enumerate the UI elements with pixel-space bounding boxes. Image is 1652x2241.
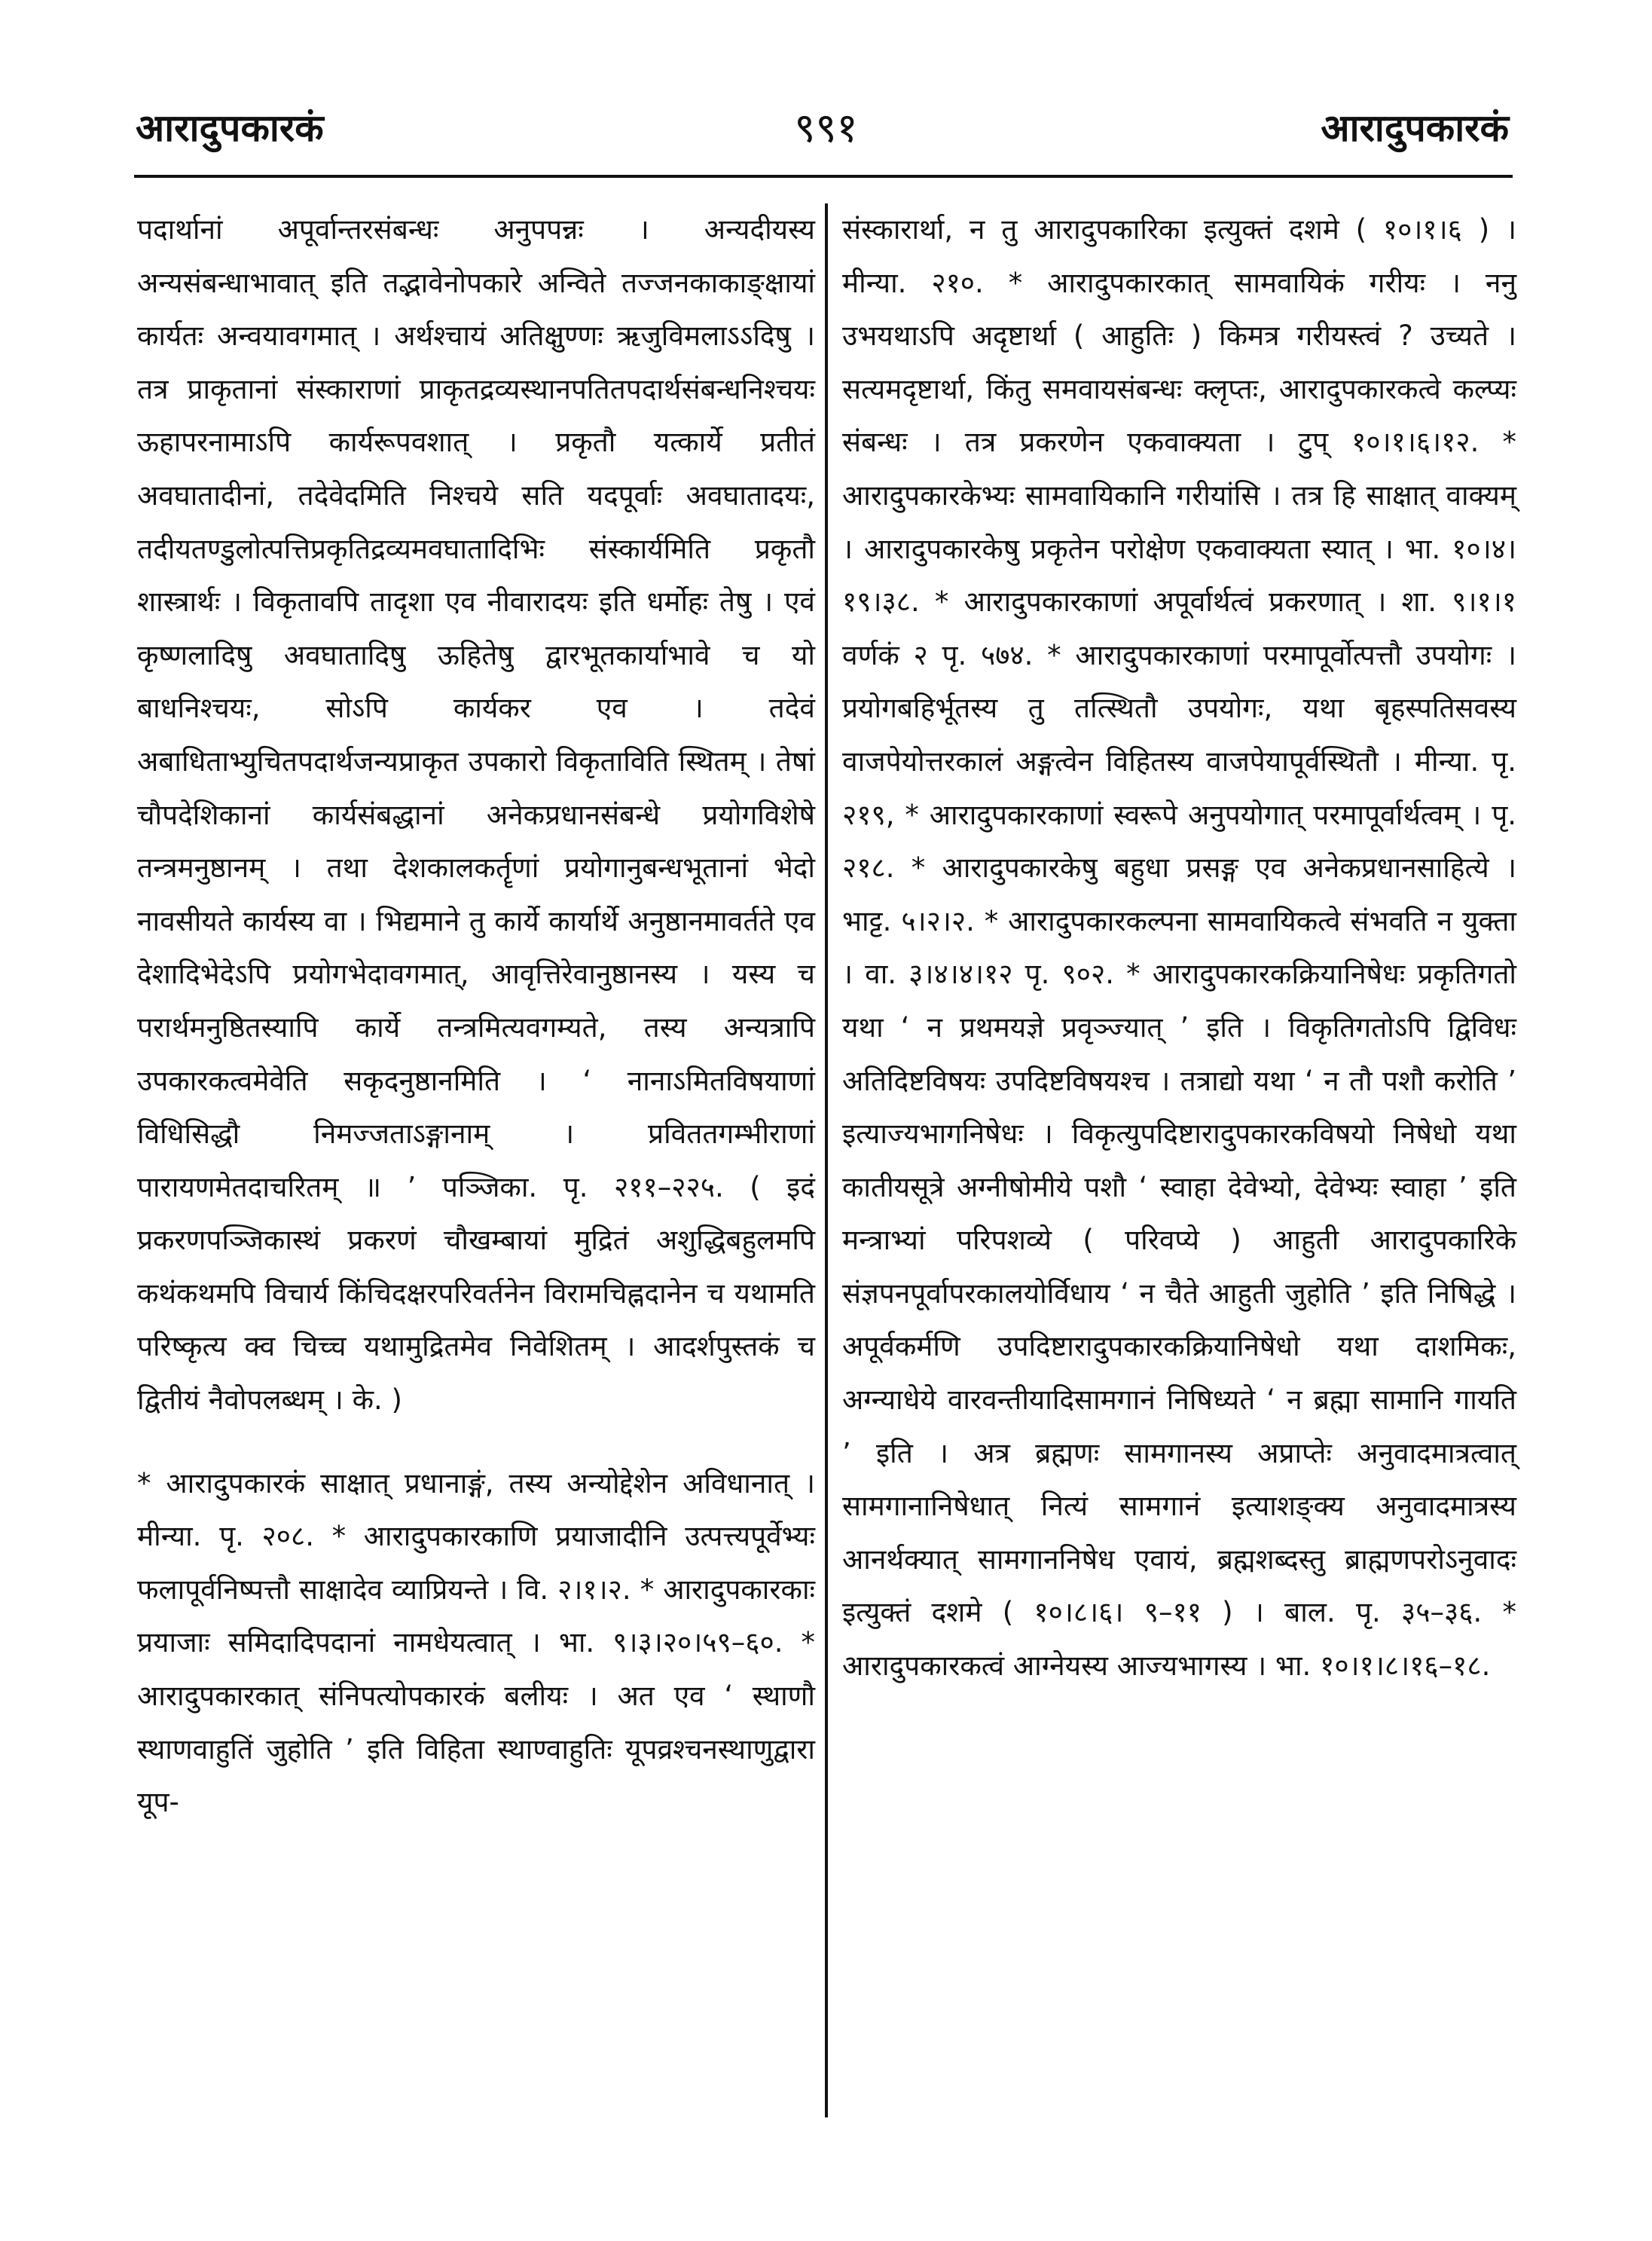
right-column [842, 203, 1516, 1693]
left-running-head: आरादुपकारकं [136, 106, 324, 150]
right-running-head: आरादुपकारकं [1321, 106, 1509, 150]
header-rule [134, 175, 1513, 178]
column-divider [825, 203, 828, 2117]
right-paragraph-1: संस्कारार्था, न तु आरादुपकारिका इत्युक्तं दशमे ( १०।१।६ ) । मीन्या. २१०. * आरादुपकारकात् सामवायिकं गरीयः । ननु उभयथाऽपि अदृष्टार्था ( आहुतिः ) किमत्र गरीयस्त्वं ? उच्यते । सत्यमदृष्टार्था, किंतु समवायसंबन्धः क्लृप्तः, आरादुपकारकत्वे कल्प्यः संबन्धः । तत्र प्रकरणेन एकवाक्यता । टुप् १०।१।६।१२. * आरादुपकारकेभ्यः सामवायिकानि गरीयांसि । तत्र हि साक्षात् वाक्यम् । आरादुपकारकेषु प्रकृतेन परोक्षेण एकवाक्यता स्यात् । भा. १०।४।१९।३८. * आरादुपकारकाणां अपूर्वार्थत्वं प्रकरणात् । शा. ९।१।१ वर्णकं २ पृ. ५७४. * आरादुपकारकाणां परमापूर्वोत्पत्तौ उपयोगः । प्रयोगबहिर्भूतस्य तु तत्स्थितौ उपयोगः, यथा बृहस्पतिसवस्य वाजपेयोत्तरकालं अङ्गत्वेन विहितस्य वाजपेयापूर्वस्थितौ । मीन्या. पृ. २१९, * आरादुपकारकाणां स्वरूपे अनुपयोगात् परमापूर्वार्थत्वम् । पृ. २१८. * आरादुपकारकेषु बहुधा प्रसङ्ग एव अनेकप्रधानसाहित्ये । भाट्ट. ५।२।२. * आरादुपकारकल्पना सामवायिकत्वे संभवति न युक्ता । वा. ३।४।४।१२ पृ. ९०२. * आरादुपकारकक्रियानिषेधः प्रकृतिगतो यथा ‘ न प्रथमयज्ञे प्रवृञ्ज्यात् ’ इति । विकृतिगतोऽपि द्विविधः अतिदिष्टविषयः उपदिष्टविषयश्च । तत्राद्यो यथा ‘ न तौ पशौ करोति ’ इत्याज्यभागनिषेधः । विकृत्युपदिष्टारादुपकारकविषयो निषेधो यथा कातीयसूत्रे अग्नीषोमीये पशौ ‘ स्वाहा देवेभ्यो, देवेभ्यः स्वाहा ’ इति मन्त्राभ्यां परिपशव्ये ( परिवप्ये ) आहुती आरादुपकारिके संज्ञपनपूर्वापरकालयोर्विधाय ‘ न चैते आहुती जुहोति ’ इति निषिद्धे । अपूर्वकर्मणि उपदिष्टारादुपकारकक्रियानिषेधो यथा दाशमिकः, अग्न्याधेये वारवन्तीयादिसामगानं निषिध्यते ‘ न ब्रह्मा सामानि गायति ’ इति । अत्र ब्रह्मणः सामगानस्य अप्राप्तेः अनुवादमात्रत्वात् सामगानानिषेधात् नित्यं सामगानं इत्याशङ्क्य अनुवादमात्रस्य आनर्थक्यात् सामगाननिषेध एवायं, ब्रह्मशब्दस्तु ब्राह्मणपरोऽनुवादः इत्युक्तं दशमे ( १०।८।६। ९–११ ) । बाल. पृ. ३५–३६. * आरादुपकारकत्वं आग्नेयस्य आज्यभागस्य । भा. १०।१।८।१६–१८. [842, 213, 1516, 1683]
left-paragraph-1: पदार्थानां अपूर्वान्तरसंबन्धः अनुपपन्नः । अन्यदीयस्य अन्यसंबन्धाभावात् इति तद्भावेनोपकारे अन्विते तज्जनकाकाङ्क्षायां कार्यतः अन्वयावगमात् । अर्थश्चायं अतिक्षुण्णः ऋजुविमलाऽऽदिषु । तत्र प्राकृतानां संस्काराणां प्राकृतद्रव्यस्थानपतितपदार्थसंबन्धनिश्चयः ऊहापरनामाऽपि कार्यरूपवशात् । प्रकृतौ यत्कार्ये प्रतीतं अवघातादीनां, तदेवेदमिति निश्चये सति यदपूर्वाः अवघातादयः, तदीयतण्डुलोत्पत्तिप्रकृतिद्रव्यमवघातादिभिः संस्कार्यमिति प्रकृतौ शास्त्रार्थः । विकृतावपि तादृशा एव नीवारादयः इति धर्मोहः तेषु । एवं कृष्णलादिषु अवघातादिषु ऊहितेषु द्वारभूतकार्याभावे च यो बाधनिश्चयः, सोऽपि कार्यकर एव । तदेवं अबाधिताभ्युचितपदार्थजन्यप्राकृत उपकारो विकृताविति स्थितम् । तेषां चौपदेशिकानां कार्यसंबद्धानां अनेकप्रधानसंबन्धे प्रयोगविशेषे तन्त्रमनुष्ठानम् । तथा देशकालकर्तॄणां प्रयोगानुबन्धभूतानां भेदो नावसीयते कार्यस्य वा । भिद्यमाने तु कार्ये कार्यार्थे अनुष्ठानमावर्तते एव देशादिभेदेऽपि प्रयोगभेदावगमात्, आवृत्तिरेवानुष्ठानस्य । यस्य च परार्थमनुष्ठितस्यापि कार्ये तन्त्रमित्यवगम्यते, तस्य अन्यत्रापि उपकारकत्वमेवेति सकृदनुष्ठानमिति । ‘ नानाऽमितविषयाणां विधिसिद्धौ निमज्जताऽङ्गानाम् । प्रविततगम्भीराणां पारायणमेतदाचरितम् ॥ ’ पञ्जिका. पृ. २११–२२५. ( इदं प्रकरणपञ्जिकास्थं प्रकरणं चौखम्बायां मुद्रितं अशुद्धिबहुलमपि कथंकथमपि विचार्य किंचिदक्षरपरिवर्तनेन विरामचिह्नदानेन च यथामति परिष्कृत्य क्व चिच्च यथामुद्रितमेव निवेशितम् । आदर्शपुस्तकं च द्वितीयं नैवोपलब्धम् । के. ) [137, 213, 815, 1417]
left-column [137, 203, 815, 1830]
left-paragraph-2: * आरादुपकारकं साक्षात् प्रधानाङ्गं, तस्य अन्योद्देशेन अविधानात् । मीन्या. पृ. २०८. * आरादुपकारकाणि प्रयाजादीनि उत्पत्त्यपूर्वेभ्यः फलापूर्वनिष्पत्तौ साक्षादेव व्याप्रियन्ते । वि. २।१।२. * आरादुपकारकाः प्रयाजाः समिदादिपदानां नामधेयत्वात् । भा. ९।३।२०।५९–६०. * आरादुपकारकात् संनिपत्योपकारकं बलीयः । अत एव ‘ स्थाणौ स्थाणवाहुतिं जुहोति ’ इति विहिता स्थाण्वाहुतिः यूपव्रश्चनस्थाणुद्वारा यूप- [137, 1466, 815, 1819]
page-number: ९९१ [794, 104, 858, 151]
